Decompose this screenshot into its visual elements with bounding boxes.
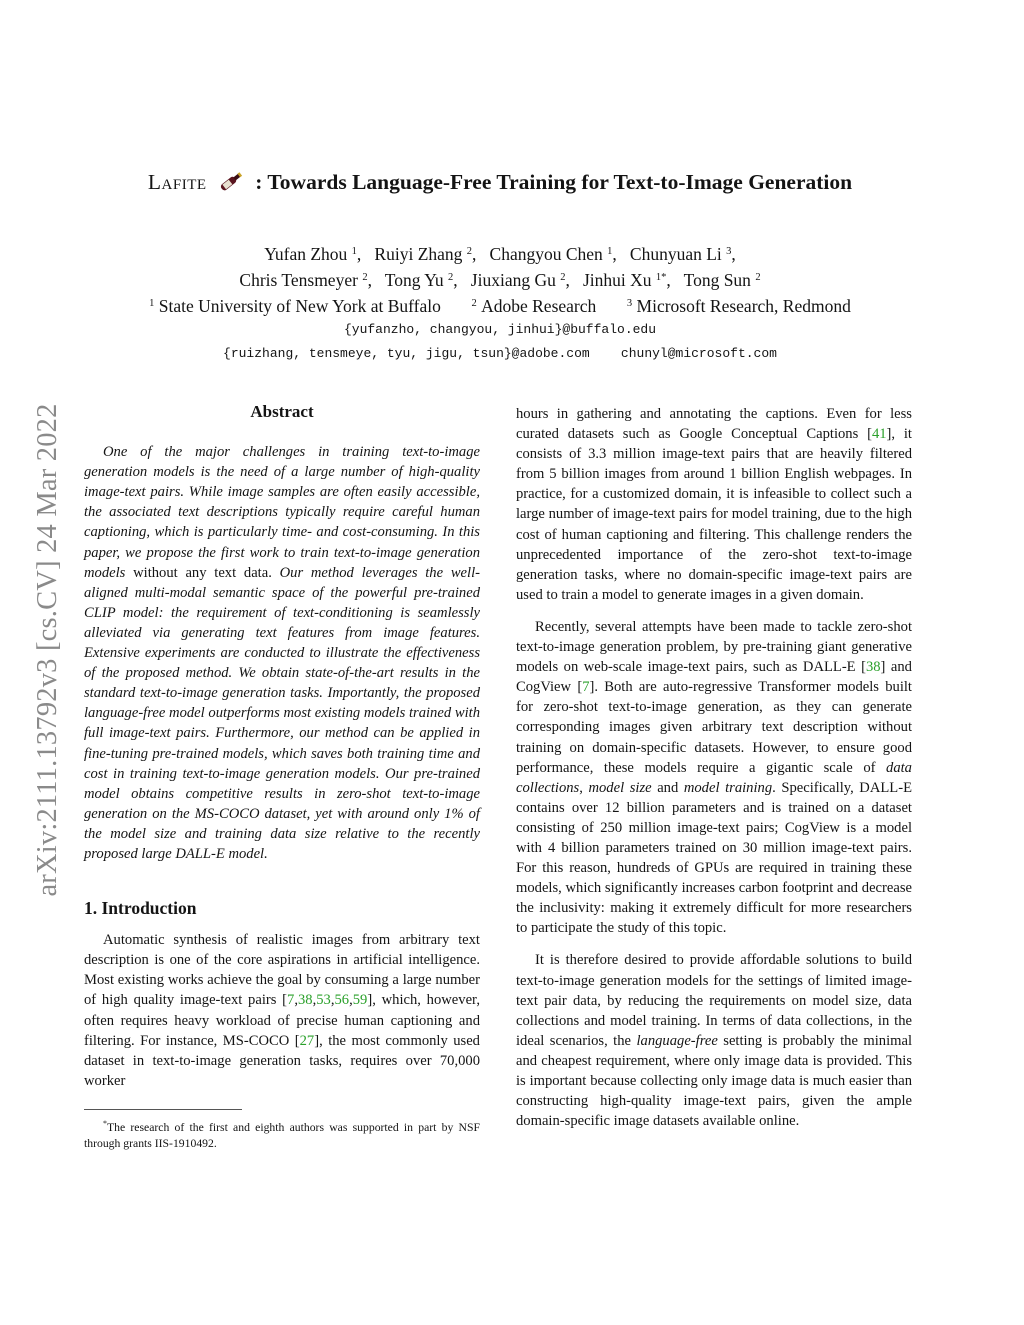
body-paragraph: hours in gathering and annotating the captions. Even for less curated datasets such as Google Conceptual Captions [41], it consists of 3.3 million image-text pairs that are heavily filtered from 5 billion images from around 1 billion English webpages. In practice, for a customized domain, it is infeasible to collect such a large number of image-text pairs for model training, due to the high cost of human captioning and filtering. This challenge renders the unprecedented importance of the zero-shot text-to-image generation tasks, where no domain-specific image-text pairs are used to train a model to generate images in a given domain. bbox=[516, 406, 912, 603]
footnote-rule bbox=[84, 1109, 242, 1110]
right-column bbox=[516, 404, 912, 1131]
author-line-2 bbox=[60, 266, 940, 292]
citation-link[interactable]: 38 bbox=[298, 992, 313, 1009]
email: chunyl@microsoft.com bbox=[620, 346, 777, 361]
affiliation: Microsoft Research, Redmond bbox=[636, 296, 851, 316]
author-block bbox=[60, 240, 940, 366]
author: Changyou Chen $^1$, bbox=[489, 244, 617, 264]
left-column bbox=[84, 402, 480, 1153]
citation-link[interactable]: 7 bbox=[287, 992, 295, 1009]
author: Ruiyi Zhang $^2$, bbox=[374, 244, 477, 264]
body-paragraph: It is therefore desired to provide affordable solutions to build text-to-image generation models for the settings of limited image-text pair data, by reducing the requirements on model size, data collections and model training. In terms of data collections, in the ideal scenarios, the language-free setting is probably the minimal and cheapest requirement, where only image data is provided. This is important because collecting only image data is much easier than constructing high-quality image-text pairs, given the ample domain-specific image datasets available online. bbox=[516, 952, 913, 1130]
arxiv-identifier-text: arXiv:2111.13792v3 [cs.CV] 24 Mar 2022 bbox=[32, 403, 63, 897]
citation-link[interactable]: 53 bbox=[316, 992, 331, 1009]
affiliation-line: $^1$ State University of New York at Buffalo $^2$ Adobe Research $^3$ Microsoft Research, Redmond bbox=[149, 296, 851, 316]
affiliation: State University of New York at Buffalo bbox=[158, 296, 441, 316]
email: {ruizhang, tensmeye, tyu, jigu, tsun}@adobe.com bbox=[223, 346, 590, 361]
citation-link[interactable]: 7 bbox=[582, 679, 590, 696]
abstract-paragraph: One of the major challenges in training text-to-image generation models is the need of a large number of high-quality image-text pairs. While image samples are often easily accessible, the associated text descriptions typically require careful human captioning, which is particularly time- and cost-consuming. In this paper, we propose the first work to train text-to-image generation models without any text data. Our method leverages the well-aligned multi-modal semantic space of the powerful pre-trained CLIP model: the requirement of text-conditioning is seamlessly alleviated via generating text features from image features. Extensive experiments are conducted to illustrate the effectiveness of the proposed method. We obtain state-of-the-art results in the standard text-to-image generation tasks. Importantly, the proposed language-free model outperforms most existing models trained with full image-text pairs. Furthermore, our method can be applied in fine-tuning pre-trained models, which saves both training time and cost in training text-to-image generation models. Our pre-trained model obtains competitive results in zero-shot text-to-image generation on the MS-COCO dataset, yet with around only 1% of the model size and training data size relative to the recently proposed large DALL-E model. bbox=[84, 444, 480, 862]
intro-paragraph: Automatic synthesis of realistic images from arbitrary text description is one of the core aspirations in artificial intelligence. Most existing works achieve the goal by consuming a large number of high quality image-text pairs [7,38,53,56,59], which, however, often requires heavy workload of precise human captioning and filtering. For instance, MS-COCO [27], the most commonly used dataset in text-to-image generation tasks, requires over 70,000 worker bbox=[84, 932, 480, 1089]
citation-link[interactable]: 38 bbox=[865, 659, 881, 676]
author: Chris Tensmeyer $^2$, bbox=[239, 270, 372, 290]
author-line-1 bbox=[60, 240, 940, 266]
abstract-heading: Abstract bbox=[250, 402, 314, 421]
author: Jinhui Xu $^{1*}$, bbox=[582, 270, 671, 290]
citation-link[interactable]: 56 bbox=[334, 992, 350, 1009]
section-heading: 1. Introduction bbox=[84, 898, 197, 919]
paper-title bbox=[100, 170, 900, 198]
author: Yufan Zhou $^1$, bbox=[264, 244, 362, 264]
citation-link[interactable]: 27 bbox=[299, 1032, 315, 1049]
author: Tong Yu $^2$, bbox=[384, 270, 458, 290]
body-paragraph: Recently, several attempts have been made to tackle zero-shot text-to-image generation problem, by pre-training giant generative models on web-scale image-text pairs, such as DALL-E [38] and CogView [7]. Both are auto-regressive Transformer models built for zero-shot text-to-image generation, as they can generate corresponding images given arbitrary text description without training on domain-specific datasets. However, to ensure good performance, these models require a gigantic scale of data collections, model size and model training. Specifically, DALL-E contains over 12 billion parameters and is trained on a dataset consisting of 250 million image-text pairs; CogView is a model with 4 billion parameters trained on 30 million image-text pairs. For this reason, hundreds of GPUs are required in training these models, which significantly increases carbon footprint and decrease the inclusivity: making it extremely difficult for more researchers to participate the study of this topic. bbox=[516, 618, 912, 937]
author: Jiuxiang Gu $^2$, bbox=[470, 270, 570, 290]
author: Chunyuan Li $^3$, bbox=[629, 244, 736, 264]
citation-link[interactable]: 59 bbox=[352, 992, 368, 1009]
citation-link[interactable]: 41 bbox=[871, 426, 887, 443]
footnote: *The research of the first and eighth authors was supported in part by NSF through grants IIS-1910492. bbox=[84, 1118, 480, 1151]
email: {yufanzho, changyou, jinhui}@buffalo.edu bbox=[343, 322, 657, 337]
email-line-2 bbox=[60, 342, 940, 366]
title-rest: : Towards Language-Free Training for Text-to-Image Generation bbox=[255, 170, 853, 194]
wine-bottle-icon bbox=[218, 170, 244, 198]
author: Tong Sun $^2$ bbox=[683, 270, 761, 290]
email-line-1 bbox=[60, 318, 940, 342]
affiliation: Adobe Research bbox=[481, 296, 597, 316]
title-name: Lafite bbox=[147, 170, 207, 194]
arxiv-identifier bbox=[30, 355, 66, 945]
